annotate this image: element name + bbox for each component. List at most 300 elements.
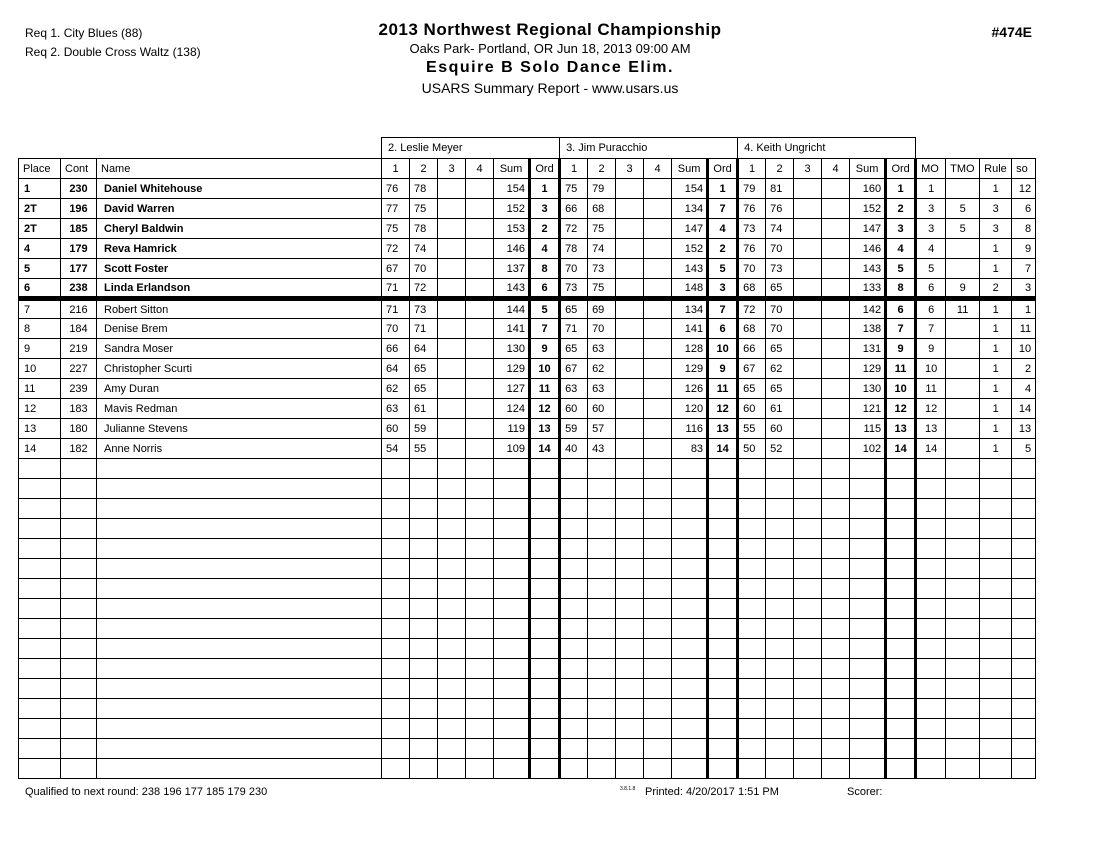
score-cell bbox=[794, 739, 822, 759]
so-cell bbox=[1012, 519, 1036, 539]
ordinal-cell bbox=[530, 479, 560, 499]
score-cell bbox=[794, 479, 822, 499]
score-cell bbox=[644, 279, 672, 299]
ordinal-cell: 12 bbox=[886, 399, 916, 419]
score-cell bbox=[466, 439, 494, 459]
mo-cell: 3 bbox=[916, 199, 946, 219]
venue-date-line: Oaks Park- Portland, OR Jun 18, 2013 09:00 AM bbox=[409, 41, 691, 56]
score-cell bbox=[588, 459, 616, 479]
score-cell bbox=[616, 519, 644, 539]
empty-row bbox=[19, 499, 1036, 519]
tmo-cell bbox=[946, 619, 980, 639]
mo-cell: 13 bbox=[916, 419, 946, 439]
sum-cell bbox=[494, 459, 530, 479]
ordinal-cell bbox=[708, 759, 738, 779]
score-cell bbox=[616, 419, 644, 439]
ordinal-cell: 4 bbox=[530, 239, 560, 259]
score-cell bbox=[466, 679, 494, 699]
contestant-number-cell bbox=[61, 499, 97, 519]
sum-cell: 130 bbox=[850, 379, 886, 399]
so-cell: 14 bbox=[1012, 399, 1036, 419]
score-cell bbox=[438, 499, 466, 519]
score-cell bbox=[644, 499, 672, 519]
score-cell bbox=[410, 699, 438, 719]
ordinal-cell: 11 bbox=[530, 379, 560, 399]
sum-cell bbox=[494, 499, 530, 519]
score-cell: 81 bbox=[766, 179, 794, 199]
ordinal-cell bbox=[886, 739, 916, 759]
competitor-name-cell: Julianne Stevens bbox=[97, 419, 382, 439]
score-cell bbox=[588, 519, 616, 539]
score-cell bbox=[644, 179, 672, 199]
contestant-number-cell bbox=[61, 699, 97, 719]
score-cell bbox=[410, 739, 438, 759]
score-cell bbox=[466, 459, 494, 479]
score-cell bbox=[794, 679, 822, 699]
score-cell bbox=[438, 359, 466, 379]
rule-cell: 2 bbox=[980, 279, 1012, 299]
score-cell: 71 bbox=[382, 279, 410, 299]
place-cell bbox=[19, 579, 61, 599]
score-cell bbox=[382, 659, 410, 679]
place-cell bbox=[19, 739, 61, 759]
contestant-number-cell: 183 bbox=[61, 399, 97, 419]
ordinal-cell bbox=[886, 759, 916, 779]
sum-cell bbox=[850, 579, 886, 599]
score-cell bbox=[616, 539, 644, 559]
sum-cell bbox=[672, 459, 708, 479]
score-cell bbox=[616, 299, 644, 319]
score-cell bbox=[382, 679, 410, 699]
ordinal-cell bbox=[886, 619, 916, 639]
score-cell bbox=[382, 519, 410, 539]
column-header: TMO bbox=[946, 159, 980, 179]
spacer-cell bbox=[19, 138, 382, 159]
score-cell bbox=[588, 739, 616, 759]
ordinal-cell: 4 bbox=[886, 239, 916, 259]
score-cell bbox=[466, 279, 494, 299]
score-cell bbox=[794, 379, 822, 399]
score-cell: 71 bbox=[382, 299, 410, 319]
ordinal-cell: 5 bbox=[886, 259, 916, 279]
score-cell bbox=[438, 539, 466, 559]
mo-cell: 14 bbox=[916, 439, 946, 459]
sum-cell bbox=[494, 599, 530, 619]
rule-cell: 1 bbox=[980, 379, 1012, 399]
ordinal-cell: 5 bbox=[530, 299, 560, 319]
sum-cell: 143 bbox=[850, 259, 886, 279]
score-cell bbox=[466, 619, 494, 639]
sum-cell: 83 bbox=[672, 439, 708, 459]
score-cell bbox=[560, 559, 588, 579]
score-cell: 74 bbox=[588, 239, 616, 259]
column-header: so bbox=[1012, 159, 1036, 179]
so-cell: 13 bbox=[1012, 419, 1036, 439]
score-cell bbox=[738, 479, 766, 499]
mo-cell bbox=[916, 699, 946, 719]
competitor-name-cell bbox=[97, 639, 382, 659]
mo-cell: 11 bbox=[916, 379, 946, 399]
score-cell: 75 bbox=[588, 279, 616, 299]
competitor-name-cell bbox=[97, 679, 382, 699]
score-cell bbox=[616, 319, 644, 339]
score-cell bbox=[560, 459, 588, 479]
tmo-cell bbox=[946, 559, 980, 579]
score-cell: 73 bbox=[588, 259, 616, 279]
score-cell bbox=[794, 179, 822, 199]
score-cell: 60 bbox=[738, 399, 766, 419]
contestant-number-cell: 177 bbox=[61, 259, 97, 279]
score-cell: 60 bbox=[560, 399, 588, 419]
ordinal-cell: 7 bbox=[708, 199, 738, 219]
score-cell bbox=[466, 519, 494, 539]
mo-cell: 6 bbox=[916, 299, 946, 319]
table-row bbox=[19, 239, 1036, 259]
mo-cell bbox=[916, 479, 946, 499]
sum-cell: 115 bbox=[850, 419, 886, 439]
score-cell bbox=[616, 439, 644, 459]
column-header: Cont bbox=[61, 159, 97, 179]
score-cell bbox=[588, 659, 616, 679]
tmo-cell bbox=[946, 399, 980, 419]
column-header: 1 bbox=[738, 159, 766, 179]
report-type-line: USARS Summary Report - www.usars.us bbox=[421, 80, 679, 96]
score-cell bbox=[822, 579, 850, 599]
score-cell bbox=[766, 739, 794, 759]
tmo-cell bbox=[946, 379, 980, 399]
sum-cell: 133 bbox=[850, 279, 886, 299]
score-cell: 73 bbox=[560, 279, 588, 299]
rule-cell bbox=[980, 559, 1012, 579]
score-cell bbox=[382, 559, 410, 579]
empty-row bbox=[19, 739, 1036, 759]
place-cell: 2T bbox=[19, 199, 61, 219]
so-cell bbox=[1012, 679, 1036, 699]
score-cell: 40 bbox=[560, 439, 588, 459]
sum-cell bbox=[672, 599, 708, 619]
score-cell bbox=[822, 679, 850, 699]
sum-cell: 138 bbox=[850, 319, 886, 339]
score-cell: 62 bbox=[766, 359, 794, 379]
ordinal-cell: 12 bbox=[708, 399, 738, 419]
tmo-cell bbox=[946, 659, 980, 679]
score-cell: 79 bbox=[738, 179, 766, 199]
score-cell: 65 bbox=[560, 299, 588, 319]
table-row bbox=[19, 299, 1036, 319]
score-cell bbox=[382, 619, 410, 639]
score-cell bbox=[616, 359, 644, 379]
sum-cell bbox=[850, 699, 886, 719]
score-cell: 70 bbox=[766, 299, 794, 319]
sum-cell bbox=[850, 479, 886, 499]
rule-cell bbox=[980, 619, 1012, 639]
score-cell bbox=[410, 479, 438, 499]
so-cell bbox=[1012, 459, 1036, 479]
score-cell bbox=[616, 559, 644, 579]
score-cell bbox=[766, 699, 794, 719]
mo-cell bbox=[916, 659, 946, 679]
score-cell bbox=[822, 419, 850, 439]
ordinal-cell bbox=[708, 579, 738, 599]
score-cell: 60 bbox=[588, 399, 616, 419]
tmo-cell bbox=[946, 599, 980, 619]
score-cell bbox=[794, 559, 822, 579]
score-cell bbox=[410, 519, 438, 539]
rule-cell: 3 bbox=[980, 199, 1012, 219]
sum-cell bbox=[494, 639, 530, 659]
place-cell: 1 bbox=[19, 179, 61, 199]
score-cell bbox=[766, 719, 794, 739]
score-cell: 72 bbox=[410, 279, 438, 299]
score-cell bbox=[822, 759, 850, 779]
rule-cell: 3 bbox=[980, 219, 1012, 239]
tmo-cell bbox=[946, 239, 980, 259]
sum-cell: 143 bbox=[672, 259, 708, 279]
rule-cell bbox=[980, 759, 1012, 779]
score-cell bbox=[438, 719, 466, 739]
score-cell bbox=[794, 599, 822, 619]
score-cell bbox=[644, 339, 672, 359]
score-cell bbox=[382, 739, 410, 759]
place-cell: 12 bbox=[19, 399, 61, 419]
score-cell bbox=[466, 539, 494, 559]
sum-cell: 146 bbox=[494, 239, 530, 259]
score-cell bbox=[616, 739, 644, 759]
empty-row bbox=[19, 699, 1036, 719]
ordinal-cell bbox=[886, 719, 916, 739]
score-cell bbox=[438, 399, 466, 419]
score-cell bbox=[438, 459, 466, 479]
score-cell bbox=[466, 199, 494, 219]
score-cell bbox=[438, 599, 466, 619]
score-cell bbox=[438, 679, 466, 699]
place-cell bbox=[19, 619, 61, 639]
column-header: Rule bbox=[980, 159, 1012, 179]
score-cell bbox=[822, 659, 850, 679]
ordinal-cell: 1 bbox=[708, 179, 738, 199]
sum-cell bbox=[850, 559, 886, 579]
rule-cell bbox=[980, 479, 1012, 499]
score-cell bbox=[588, 559, 616, 579]
empty-row bbox=[19, 659, 1036, 679]
ordinal-cell: 14 bbox=[530, 439, 560, 459]
score-cell bbox=[616, 179, 644, 199]
mo-cell bbox=[916, 739, 946, 759]
place-cell: 14 bbox=[19, 439, 61, 459]
sum-cell: 141 bbox=[672, 319, 708, 339]
mo-cell: 7 bbox=[916, 319, 946, 339]
competitor-name-cell bbox=[97, 539, 382, 559]
score-cell bbox=[616, 719, 644, 739]
so-cell: 11 bbox=[1012, 319, 1036, 339]
mo-cell: 5 bbox=[916, 259, 946, 279]
score-cell bbox=[382, 699, 410, 719]
score-cell bbox=[794, 299, 822, 319]
sum-cell: 128 bbox=[672, 339, 708, 359]
rule-cell: 1 bbox=[980, 239, 1012, 259]
competitor-name-cell: Christopher Scurti bbox=[97, 359, 382, 379]
ordinal-cell bbox=[708, 539, 738, 559]
empty-row bbox=[19, 759, 1036, 779]
column-header: Ord bbox=[886, 159, 916, 179]
place-cell bbox=[19, 639, 61, 659]
contestant-number-cell: 219 bbox=[61, 339, 97, 359]
ordinal-cell bbox=[708, 719, 738, 739]
score-cell bbox=[644, 759, 672, 779]
score-cell bbox=[382, 459, 410, 479]
score-cell bbox=[466, 559, 494, 579]
score-cell: 76 bbox=[766, 199, 794, 219]
column-header: Sum bbox=[672, 159, 708, 179]
score-cell bbox=[466, 339, 494, 359]
score-cell bbox=[738, 519, 766, 539]
score-cell bbox=[466, 739, 494, 759]
contestant-number-cell bbox=[61, 539, 97, 559]
score-cell: 75 bbox=[410, 199, 438, 219]
table-row bbox=[19, 179, 1036, 199]
sum-cell bbox=[672, 479, 708, 499]
rule-cell bbox=[980, 739, 1012, 759]
sum-cell bbox=[672, 679, 708, 699]
sum-cell: 148 bbox=[672, 279, 708, 299]
sum-cell: 152 bbox=[494, 199, 530, 219]
score-cell bbox=[794, 579, 822, 599]
sum-cell: 134 bbox=[672, 299, 708, 319]
score-cell bbox=[466, 239, 494, 259]
so-cell bbox=[1012, 639, 1036, 659]
sum-cell: 143 bbox=[494, 279, 530, 299]
so-cell: 5 bbox=[1012, 439, 1036, 459]
competitor-name-cell: Anne Norris bbox=[97, 439, 382, 459]
ordinal-cell bbox=[708, 459, 738, 479]
score-cell bbox=[438, 439, 466, 459]
score-cell bbox=[588, 719, 616, 739]
so-cell bbox=[1012, 699, 1036, 719]
score-cell bbox=[466, 699, 494, 719]
score-cell bbox=[794, 419, 822, 439]
tmo-cell: 5 bbox=[946, 219, 980, 239]
score-cell: 65 bbox=[410, 379, 438, 399]
rule-cell bbox=[980, 639, 1012, 659]
competitor-name-cell: Robert Sitton bbox=[97, 299, 382, 319]
score-cell bbox=[822, 219, 850, 239]
score-cell: 55 bbox=[738, 419, 766, 439]
table-row bbox=[19, 339, 1036, 359]
score-cell bbox=[738, 539, 766, 559]
competitor-name-cell bbox=[97, 759, 382, 779]
score-cell bbox=[438, 759, 466, 779]
ordinal-cell bbox=[708, 639, 738, 659]
score-cell bbox=[794, 459, 822, 479]
competitor-name-cell: Scott Foster bbox=[97, 259, 382, 279]
score-cell bbox=[410, 459, 438, 479]
score-cell bbox=[822, 479, 850, 499]
ordinal-cell: 10 bbox=[530, 359, 560, 379]
score-cell: 70 bbox=[738, 259, 766, 279]
score-cell bbox=[794, 319, 822, 339]
score-cell bbox=[822, 339, 850, 359]
score-cell: 72 bbox=[560, 219, 588, 239]
contestant-number-cell bbox=[61, 579, 97, 599]
sum-cell bbox=[850, 659, 886, 679]
sum-cell bbox=[494, 579, 530, 599]
so-cell bbox=[1012, 539, 1036, 559]
tmo-cell bbox=[946, 639, 980, 659]
score-cell bbox=[738, 679, 766, 699]
place-cell bbox=[19, 699, 61, 719]
place-cell: 13 bbox=[19, 419, 61, 439]
competitor-name-cell bbox=[97, 599, 382, 619]
score-cell bbox=[466, 299, 494, 319]
contestant-number-cell bbox=[61, 659, 97, 679]
score-cell bbox=[822, 179, 850, 199]
sum-cell: 146 bbox=[850, 239, 886, 259]
sum-cell: 129 bbox=[672, 359, 708, 379]
score-cell bbox=[794, 359, 822, 379]
score-cell bbox=[822, 439, 850, 459]
score-cell bbox=[822, 399, 850, 419]
score-cell bbox=[644, 259, 672, 279]
place-cell bbox=[19, 559, 61, 579]
title-block bbox=[0, 20, 1100, 96]
score-cell bbox=[822, 279, 850, 299]
score-cell bbox=[616, 219, 644, 239]
sum-cell bbox=[850, 519, 886, 539]
score-cell bbox=[738, 459, 766, 479]
score-cell bbox=[794, 499, 822, 519]
sum-cell: 134 bbox=[672, 199, 708, 219]
qualified-next-round: Qualified to next round: 238 196 177 185 179 230 bbox=[25, 786, 268, 798]
sum-cell bbox=[850, 499, 886, 519]
score-cell bbox=[466, 419, 494, 439]
tmo-cell bbox=[946, 459, 980, 479]
score-cell bbox=[438, 219, 466, 239]
ordinal-cell bbox=[530, 499, 560, 519]
place-cell bbox=[19, 499, 61, 519]
score-cell bbox=[822, 299, 850, 319]
score-cell bbox=[410, 539, 438, 559]
empty-row bbox=[19, 519, 1036, 539]
mo-cell bbox=[916, 619, 946, 639]
score-cell bbox=[616, 619, 644, 639]
score-cell bbox=[466, 479, 494, 499]
ordinal-cell bbox=[886, 699, 916, 719]
score-cell: 63 bbox=[382, 399, 410, 419]
competitor-name-cell bbox=[97, 659, 382, 679]
ordinal-cell: 4 bbox=[708, 219, 738, 239]
score-cell bbox=[822, 379, 850, 399]
sum-cell: 154 bbox=[494, 179, 530, 199]
score-cell bbox=[588, 699, 616, 719]
column-header: 2 bbox=[588, 159, 616, 179]
score-cell bbox=[560, 659, 588, 679]
mo-cell bbox=[916, 459, 946, 479]
score-cell: 73 bbox=[766, 259, 794, 279]
score-cell: 72 bbox=[738, 299, 766, 319]
ordinal-cell: 13 bbox=[530, 419, 560, 439]
score-cell bbox=[766, 579, 794, 599]
ordinal-cell bbox=[886, 539, 916, 559]
score-cell bbox=[822, 359, 850, 379]
rule-cell bbox=[980, 599, 1012, 619]
score-cell bbox=[410, 679, 438, 699]
score-cell bbox=[438, 479, 466, 499]
competitor-name-cell bbox=[97, 559, 382, 579]
score-cell bbox=[822, 259, 850, 279]
score-cell bbox=[794, 699, 822, 719]
tmo-cell: 5 bbox=[946, 199, 980, 219]
score-cell bbox=[644, 739, 672, 759]
